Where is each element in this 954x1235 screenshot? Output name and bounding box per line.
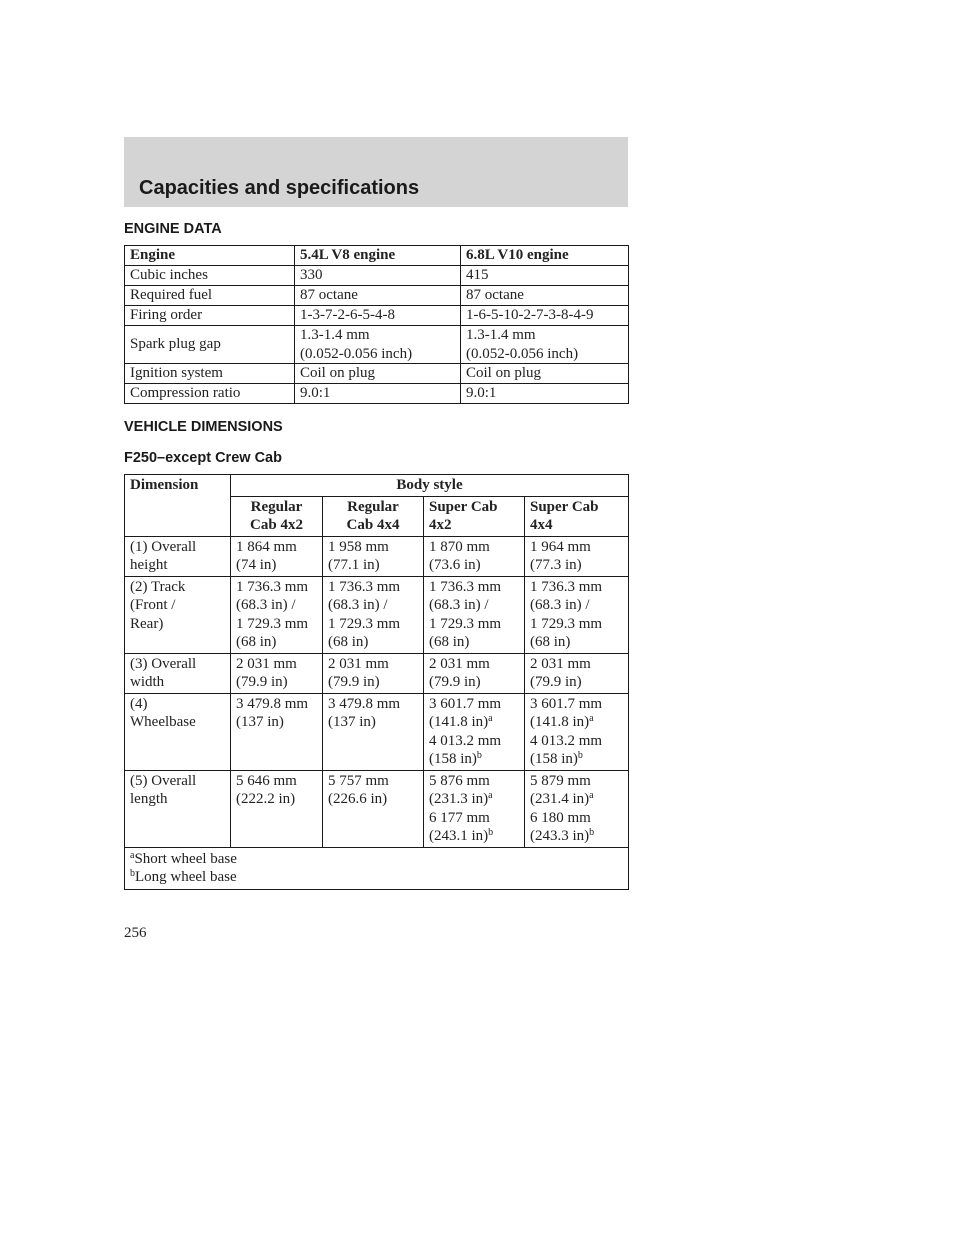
cell-line — [328, 556, 418, 575]
cell-value: 1 870 mm — [429, 538, 490, 555]
cell-line — [236, 772, 317, 791]
cell-value: (68.3 in) / — [328, 597, 388, 613]
cell-value: (68 in) — [328, 634, 369, 650]
cell-line — [530, 809, 623, 828]
cell-line — [429, 772, 519, 791]
table-cell — [525, 536, 629, 576]
cell-line — [328, 673, 418, 692]
cell-line — [328, 596, 418, 615]
cell-line — [236, 713, 317, 732]
label-line: (1) Overall — [130, 538, 197, 555]
cell-line — [530, 556, 623, 575]
label-line: (2) Track — [130, 578, 186, 595]
cell-value: (243.1 in) — [429, 828, 489, 844]
table-cell — [323, 693, 424, 770]
table-cell — [323, 536, 424, 576]
table-cell — [295, 326, 461, 364]
label-line: (3) Overall — [130, 655, 197, 672]
cell-value: 3 479.8 mm — [328, 695, 401, 712]
label-line: Rear) — [130, 615, 164, 632]
row-label — [125, 576, 231, 653]
table-cell: 9.0:1 — [461, 384, 629, 404]
table-cell: 87 octane — [295, 286, 461, 306]
cell-value: 4 013.2 mm — [429, 732, 502, 749]
header-line: Regular — [347, 498, 399, 515]
table-cell: Coil on plug — [295, 364, 461, 384]
column-header: Dimension — [125, 475, 231, 537]
engine-data-table — [124, 245, 629, 404]
cell-line: (0.052-0.056 inch) — [300, 345, 413, 362]
cell-line — [530, 538, 623, 557]
table-row — [125, 286, 629, 306]
cell-line — [236, 655, 317, 674]
row-label: Firing order — [125, 306, 295, 326]
table-cell — [424, 770, 525, 847]
table-row — [125, 536, 629, 576]
column-header: 6.8L V10 engine — [461, 246, 629, 266]
cell-value: (79.9 in) — [328, 674, 380, 690]
cell-value: 5 879 mm — [530, 772, 591, 789]
cell-value: 5 757 mm — [328, 772, 389, 789]
column-header: Engine — [125, 246, 295, 266]
cell-line — [429, 732, 519, 751]
table-row — [125, 384, 629, 404]
label-line: (4) — [130, 695, 148, 712]
cell-line — [429, 827, 519, 846]
table-cell — [323, 653, 424, 693]
cell-value: (231.3 in) — [429, 791, 489, 807]
cell-line — [328, 772, 418, 791]
table-cell: 330 — [295, 266, 461, 286]
header-line: Super Cab — [530, 498, 599, 515]
cell-line — [429, 809, 519, 828]
footnote-mark: b — [488, 827, 494, 838]
cell-value: (79.9 in) — [429, 674, 481, 690]
cell-line — [530, 695, 623, 714]
cell-value: 3 479.8 mm — [236, 695, 309, 712]
header-line: Cab 4x4 — [346, 517, 400, 533]
cell-line — [236, 615, 317, 634]
cell-line — [429, 633, 519, 652]
row-label: Required fuel — [125, 286, 295, 306]
cell-line — [328, 790, 418, 809]
table-cell — [461, 326, 629, 364]
cell-line — [530, 827, 623, 846]
table-row — [125, 653, 629, 693]
cell-value: (222.2 in) — [236, 791, 296, 807]
cell-value: 1 729.3 mm — [530, 615, 603, 632]
table-row — [125, 770, 629, 847]
cell-line: 1.3-1.4 mm — [300, 327, 370, 343]
cell-value: (68 in) — [429, 634, 470, 650]
footnote-text: Long wheel base — [135, 869, 237, 885]
footnote-row — [125, 847, 629, 889]
footnote-mark: a — [488, 790, 493, 801]
cell-line — [530, 772, 623, 791]
header-line: 4x4 — [530, 517, 553, 533]
footnotes — [125, 847, 629, 889]
label-line: (Front / — [130, 597, 176, 613]
cell-value: (231.4 in) — [530, 791, 590, 807]
footnote-mark: b — [577, 750, 583, 761]
column-header — [231, 496, 323, 536]
cell-line — [429, 538, 519, 557]
cell-line — [530, 655, 623, 674]
row-label — [125, 770, 231, 847]
column-header — [424, 496, 525, 536]
cell-value: 1 729.3 mm — [328, 615, 401, 632]
table-cell — [525, 770, 629, 847]
cell-line — [429, 750, 519, 769]
row-label: Spark plug gap — [125, 326, 295, 364]
cell-line — [429, 578, 519, 597]
cell-value: (141.8 in) — [530, 714, 590, 730]
label-line: Wheelbase — [130, 714, 196, 730]
cell-value: 5 646 mm — [236, 772, 297, 789]
cell-value: (243.3 in) — [530, 828, 590, 844]
cell-line: 1.3-1.4 mm — [466, 327, 536, 343]
column-header: 5.4L V8 engine — [295, 246, 461, 266]
cell-line — [530, 790, 623, 809]
cell-line — [236, 578, 317, 597]
table-row — [125, 576, 629, 653]
header-line: Regular — [250, 498, 303, 515]
cell-line — [429, 713, 519, 732]
table-cell — [424, 693, 525, 770]
row-label: Cubic inches — [125, 266, 295, 286]
cell-value: (68.3 in) / — [236, 597, 296, 613]
cell-line — [236, 538, 317, 557]
cell-value: 2 031 mm — [429, 655, 490, 672]
table-row — [125, 364, 629, 384]
cell-value: 1 964 mm — [530, 538, 591, 555]
cell-value: 2 031 mm — [530, 655, 591, 672]
table-cell — [231, 536, 323, 576]
cell-line — [429, 673, 519, 692]
cell-value: (158 in) — [530, 751, 578, 767]
cell-value: 6 177 mm — [429, 809, 490, 826]
cell-line — [530, 615, 623, 634]
cell-line — [328, 655, 418, 674]
table-cell — [231, 770, 323, 847]
table-cell — [424, 536, 525, 576]
table-header-row — [125, 246, 629, 266]
cell-value: (77.3 in) — [530, 557, 582, 573]
table-cell — [525, 653, 629, 693]
table-cell: 1-3-7-2-6-5-4-8 — [295, 306, 461, 326]
table-cell — [231, 693, 323, 770]
cell-line — [328, 713, 418, 732]
cell-value: (74 in) — [236, 557, 277, 573]
cell-line — [429, 615, 519, 634]
cell-value: (226.6 in) — [328, 791, 388, 807]
table-cell — [424, 576, 525, 653]
cell-value: 6 180 mm — [530, 809, 591, 826]
header-line: 4x2 — [429, 517, 452, 533]
table-cell: Coil on plug — [461, 364, 629, 384]
cell-line — [236, 695, 317, 714]
cell-value: 1 736.3 mm — [429, 578, 502, 595]
footnote-mark: b — [130, 868, 135, 879]
column-header — [525, 496, 629, 536]
cell-line — [530, 713, 623, 732]
engine-data-heading: ENGINE DATA — [124, 221, 222, 237]
footnote-mark: a — [589, 713, 594, 724]
cell-line — [236, 790, 317, 809]
cell-value: (79.9 in) — [236, 674, 288, 690]
row-label: Ignition system — [125, 364, 295, 384]
label-line: height — [130, 557, 168, 573]
cell-value: 1 736.3 mm — [328, 578, 401, 595]
cell-line — [328, 615, 418, 634]
footnote — [130, 868, 623, 887]
table-cell: 415 — [461, 266, 629, 286]
footnote-mark: a — [130, 849, 135, 861]
cell-line — [236, 556, 317, 575]
cell-value: 3 601.7 mm — [429, 695, 502, 712]
cell-value: 2 031 mm — [236, 655, 297, 672]
cell-value: (141.8 in) — [429, 714, 489, 730]
column-header — [323, 496, 424, 536]
vehicle-dimensions-heading: VEHICLE DIMENSIONS — [124, 419, 283, 435]
cell-value: 1 729.3 mm — [429, 615, 502, 632]
table-row — [125, 693, 629, 770]
footnote — [130, 850, 623, 869]
footnote-text: Short wheel base — [134, 850, 237, 867]
column-group-header: Body style — [231, 475, 629, 497]
table-row — [125, 306, 629, 326]
table-cell — [525, 693, 629, 770]
footnote-mark: b — [476, 750, 482, 761]
page-number: 256 — [124, 925, 147, 941]
cell-value: 2 031 mm — [328, 655, 389, 672]
cell-value: 4 013.2 mm — [530, 732, 603, 749]
cell-value: (137 in) — [328, 714, 376, 730]
cell-line — [328, 633, 418, 652]
page-title: Capacities and specifications — [139, 177, 420, 199]
cell-line — [530, 732, 623, 751]
table-header-row — [125, 475, 629, 497]
table-row — [125, 326, 629, 364]
cell-value: 1 958 mm — [328, 538, 389, 555]
cell-line — [236, 673, 317, 692]
table-cell — [323, 770, 424, 847]
cell-line — [530, 633, 623, 652]
table-cell — [231, 653, 323, 693]
cell-line — [236, 596, 317, 615]
cell-line — [530, 673, 623, 692]
cell-value: 1 736.3 mm — [530, 578, 603, 595]
footnote-mark: a — [589, 790, 594, 801]
label-line: length — [130, 791, 168, 807]
cell-line — [429, 556, 519, 575]
cell-value: (77.1 in) — [328, 557, 380, 573]
table-cell: 87 octane — [461, 286, 629, 306]
vehicle-dimensions-table — [124, 474, 629, 890]
row-label — [125, 536, 231, 576]
row-label: Compression ratio — [125, 384, 295, 404]
cell-line: (0.052-0.056 inch) — [466, 345, 579, 362]
cell-value: (68.3 in) / — [429, 597, 489, 613]
cell-value: (68 in) — [236, 634, 277, 650]
cell-value: (73.6 in) — [429, 557, 481, 573]
vehicle-dimensions-subheading: F250–except Crew Cab — [124, 450, 282, 466]
cell-value: (137 in) — [236, 714, 284, 730]
cell-line — [429, 655, 519, 674]
cell-line — [530, 750, 623, 769]
table-cell: 9.0:1 — [295, 384, 461, 404]
cell-value: (68.3 in) / — [530, 597, 590, 613]
cell-line — [530, 596, 623, 615]
table-cell — [525, 576, 629, 653]
cell-line — [328, 578, 418, 597]
footnote-mark: a — [488, 713, 493, 724]
cell-line — [429, 596, 519, 615]
cell-line — [328, 695, 418, 714]
cell-value: 1 736.3 mm — [236, 578, 309, 595]
row-label — [125, 653, 231, 693]
cell-value: (158 in) — [429, 751, 477, 767]
cell-line — [429, 790, 519, 809]
cell-line — [530, 578, 623, 597]
cell-value: 3 601.7 mm — [530, 695, 603, 712]
cell-value: (68 in) — [530, 634, 571, 650]
table-cell — [231, 576, 323, 653]
table-cell — [323, 576, 424, 653]
table-row — [125, 266, 629, 286]
cell-line — [236, 633, 317, 652]
header-line: Cab 4x2 — [250, 517, 303, 533]
header-line: Super Cab — [429, 498, 498, 515]
cell-value: (79.9 in) — [530, 674, 582, 690]
cell-value: 1 864 mm — [236, 538, 297, 555]
table-cell — [424, 653, 525, 693]
row-label — [125, 693, 231, 770]
table-cell: 1-6-5-10-2-7-3-8-4-9 — [461, 306, 629, 326]
cell-value: 5 876 mm — [429, 772, 490, 789]
cell-value: 1 729.3 mm — [236, 615, 309, 632]
label-line: width — [130, 674, 165, 690]
label-line: (5) Overall — [130, 772, 197, 789]
footnote-mark: b — [589, 827, 595, 838]
cell-line — [429, 695, 519, 714]
cell-line — [328, 538, 418, 557]
